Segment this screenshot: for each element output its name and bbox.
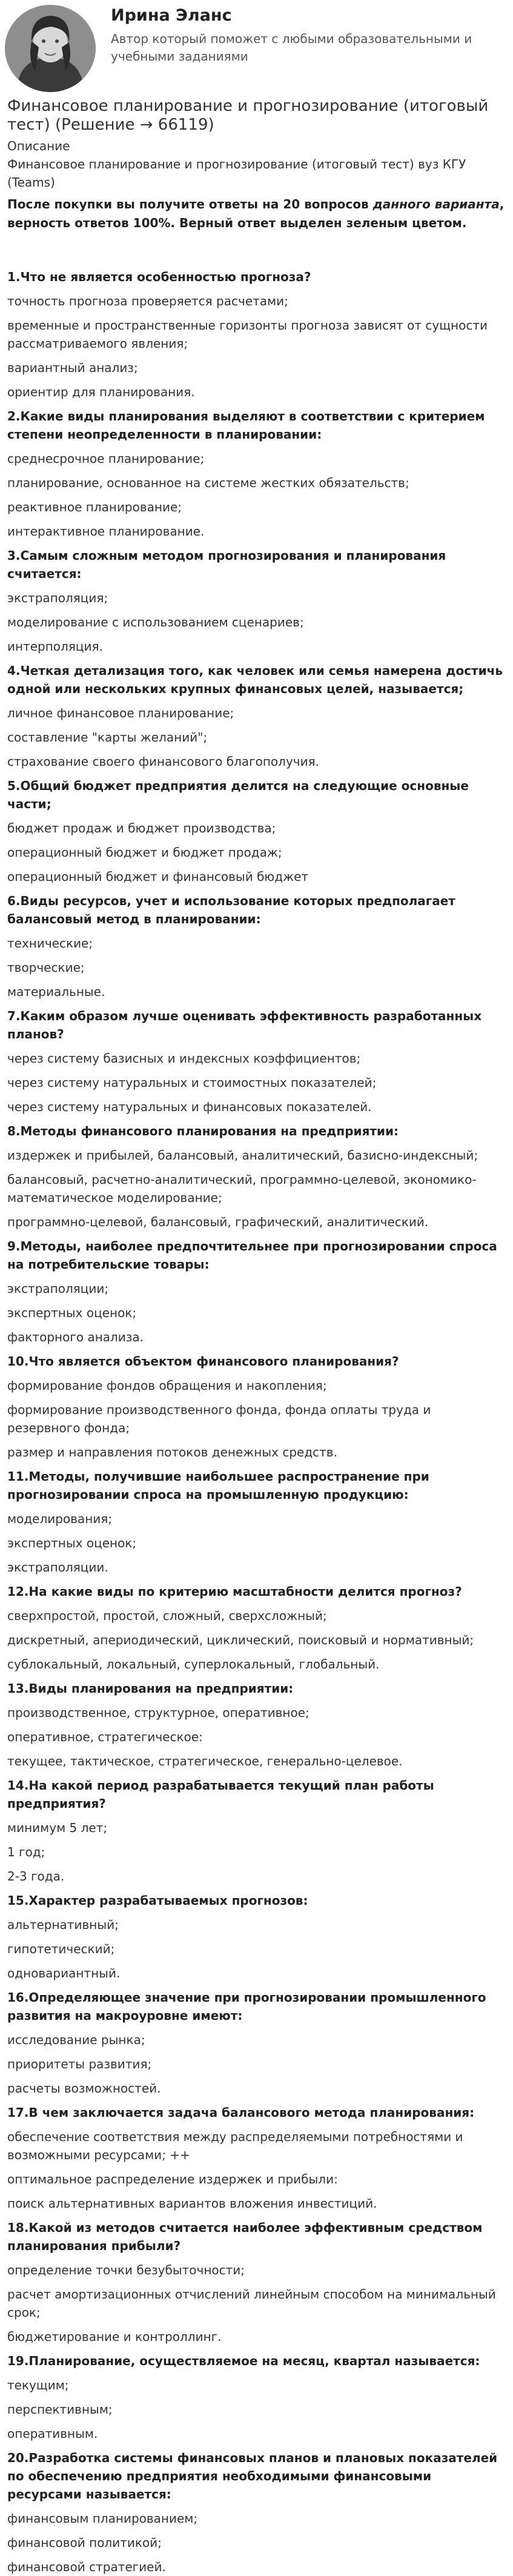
answer-option: материальные. [7,984,105,999]
question-title: 4.Четкая детализация того, как человек или семья намерена достичь одной или нескольких крупных финансовых целей, называется; [7,663,503,696]
question-block [7,1122,506,1231]
questions-list [7,268,506,2576]
answer-option: экспертных оценок; [7,1306,137,1320]
question-block [7,1891,506,1982]
question-title: 9.Методы, наиболее предпочтительнее при прогнозировании спроса на потребительские товары: [7,1239,497,1272]
answer-option: вариантный анализ; [7,360,138,375]
question-title: 8.Методы финансового планирования на предприятии: [7,1124,399,1138]
question-title: 1.Что не является особенностью прогноза? [7,270,311,284]
question-title: 19.Планирование, осуществляемое на месяц, квартал называется: [7,2354,480,2368]
question-block [7,662,506,771]
question-block [7,1237,506,1346]
answer-option: ориентир для планирования. [7,385,195,399]
answer-option: моделирование с использованием сценариев; [7,615,304,629]
answer-option: определение точки безубыточности; [7,2263,245,2277]
question-block [7,1352,506,1461]
answer-option: формирование производственного фонда, фонда оплаты труда и резервного фонда; [7,1403,431,1435]
answer-option: среднесрочное планирование; [7,451,205,466]
answer-option: минимум 5 лет; [7,1821,108,1835]
question-title: 7.Каким образом лучше оценивать эффективность разработанных планов? [7,1009,482,1041]
question-title: 17.В чем заключается задача балансового метода планирования: [7,2105,475,2120]
answer-option: 1 год; [7,1845,45,1859]
description-text: Финансовое планирование и прогнозирование (итоговый тест) вуз КГУ (Teams) [7,157,466,190]
answer-option: составление "карты желаний"; [7,730,208,745]
answer-option: расчет амортизационных отчислений линейным способом на минимальный срок; [7,2287,496,2320]
question-block [7,1007,506,1116]
answer-option: точность прогноза проверяется расчетами; [7,294,288,308]
question-title: 14.На какой период разрабатывается текущий план работы предприятия? [7,1778,434,1811]
answer-option: операционный бюджет и бюджет продаж; [7,845,282,860]
answer-option: бюджетирование и контроллинг. [7,2329,222,2344]
answer-option: планирование, основанное на системе жестких обязательств; [7,476,409,490]
answer-option: экстраполяция; [7,591,108,605]
answer-option: программно-целевой, балансовый, графический, аналитический. [7,1215,429,1229]
answer-option: одновариантный. [7,1966,121,1980]
answer-option: альтернативный; [7,1917,119,1932]
answer-option: творческие; [7,960,85,975]
answer-option: исследование рынка; [7,2033,145,2047]
author-description: Автор который поможет с любыми образовательными и учебными заданиями [111,32,472,64]
answer-option: финансовой политикой; [7,2535,162,2550]
answer-option: гипотетический; [7,1942,115,1956]
answer-option: оптимальное распределение издержек и прибыли: [7,2172,338,2186]
answer-option: формирование фондов обращения и накопления; [7,1378,327,1393]
question-block [7,1679,506,1770]
answer-option: временные и пространственные горизонты прогноза зависят от сущности рассматриваемого явления; [7,318,488,351]
avatar-photo-icon [5,5,96,92]
question-block [7,2103,506,2213]
question-title: 6.Виды ресурсов, учет и использование которых предполагает балансовый метод в планировании: [7,894,455,926]
answer-option: бюджет продаж и бюджет производства; [7,821,276,835]
answer-option: сублокальный, локальный, суперлокальный, глобальный. [7,1657,380,1671]
intro-text-end: , верность ответов 100%. Верный ответ выделен зеленым цветом. [7,197,505,230]
question-title: 2.Какие виды планирования выделяют в соответствии с критерием степени неопределенности в планировании: [7,409,485,442]
question-title: 10.Что является объектом финансового планирования? [7,1354,399,1369]
question-title: 3.Самым сложным методом прогнозирования и планирования считается: [7,548,446,581]
question-block [7,268,506,401]
answer-option: интерполяция. [7,639,103,654]
author-name[interactable]: Ирина Эланс [111,6,232,25]
answer-option: через систему базисных и индексных коэффициентов; [7,1051,361,1066]
author-avatar[interactable] [5,5,96,92]
answer-option: интерактивное планирование. [7,524,205,539]
answer-option: через систему натуральных и финансовых показателей. [7,1100,372,1114]
intro-text-start: После покупки вы получите ответы на 20 вопросов [7,197,373,211]
answer-option: приоритеты развития; [7,2057,152,2071]
answer-option: издержек и прибылей, балансовый, аналитический, базисно-индексный; [7,1148,478,1163]
question-block [7,777,506,886]
answer-option: балансовый, расчетно-аналитический, программно-целевой, экономико-математическое моделирование; [7,1172,477,1205]
answer-option: сверхпростой, простой, сложный, сверхсложный; [7,1608,327,1623]
question-block [7,2449,506,2576]
main-content [0,97,513,2576]
answer-option: экстраполяции; [7,1281,109,1296]
question-title: 11.Методы, получившие наибольшее распространение при прогнозировании спроса на промышленную продукцию: [7,1469,429,1502]
question-title: 20.Разработка системы финансовых планов и плановых показателей по обеспечению предприятия необходимыми финансовыми ресурсами называется: [7,2451,498,2501]
author-header [0,0,513,97]
question-block [7,1582,506,1673]
page-title: Финансовое планирование и прогнозирование (итоговый тест) (Решение → 66119) [7,97,489,134]
answer-option: страхование своего финансового благополучия. [7,754,319,769]
answer-option: производственное, структурное, оперативное; [7,1705,309,1720]
answer-option: экстраполяции. [7,1560,108,1575]
answer-option: финансовой стратегией. [7,2560,166,2574]
question-title: 16.Определяющее значение при прогнозировании промышленного развития на макроуровне имеют: [7,1990,486,2023]
answer-option: перспективным; [7,2402,113,2417]
answer-option: дискретный, апериодический, циклический, поисковый и нормативный; [7,1633,474,1647]
answer-option: оперативным. [7,2426,98,2441]
question-title: 13.Виды планирования на предприятии: [7,1681,294,1696]
question-block [7,1776,506,1885]
answer-option: через систему натуральных и стоимостных показателей; [7,1075,377,1090]
answer-option: личное финансовое планирование; [7,706,234,720]
intro-paragraph [7,195,506,233]
answer-option: 2-3 года. [7,1869,65,1884]
answer-option: факторного анализа. [7,1330,144,1344]
question-title: 18.Какой из методов считается наиболее эффективным средством планирования прибыли? [7,2220,483,2253]
question-title: 12.На какие виды по критерию масштабности делится прогноз? [7,1584,462,1599]
description-label: Описание [7,139,70,153]
answer-option: обеспечение соответствия между распределяемыми потребностями и возможными ресурсами; ++ [7,2130,463,2162]
intro-emphasis: данного варианта [372,197,500,211]
answer-option: моделирования; [7,1512,113,1526]
question-block [7,1467,506,1576]
answer-option: поиск альтернативных вариантов вложения инвестиций. [7,2196,377,2211]
answer-option: финансовым планированием; [7,2511,198,2526]
question-title: 15.Характер разрабатываемых прогнозов: [7,1893,308,1908]
answer-option: текущим; [7,2378,69,2392]
answer-option: операционный бюджет и финансовый бюджет [7,869,309,884]
answer-option: экспертных оценок; [7,1536,137,1550]
answer-option: текущее, тактическое, стратегическое, генерально-целевое. [7,1754,403,1768]
question-block [7,546,506,656]
answer-option: реактивное планирование; [7,500,182,514]
question-block [7,407,506,540]
question-title: 5.Общий бюджет предприятия делится на следующие основные части; [7,778,469,811]
question-block [7,2219,506,2346]
question-block [7,1988,506,2097]
answer-option: оперативное, стратегическое: [7,1730,203,1744]
question-block [7,2352,506,2443]
answer-option: расчеты возможностей. [7,2081,161,2096]
answer-option: технические; [7,936,93,951]
answer-option: размер и направления потоков денежных средств. [7,1445,337,1459]
question-block [7,892,506,1001]
